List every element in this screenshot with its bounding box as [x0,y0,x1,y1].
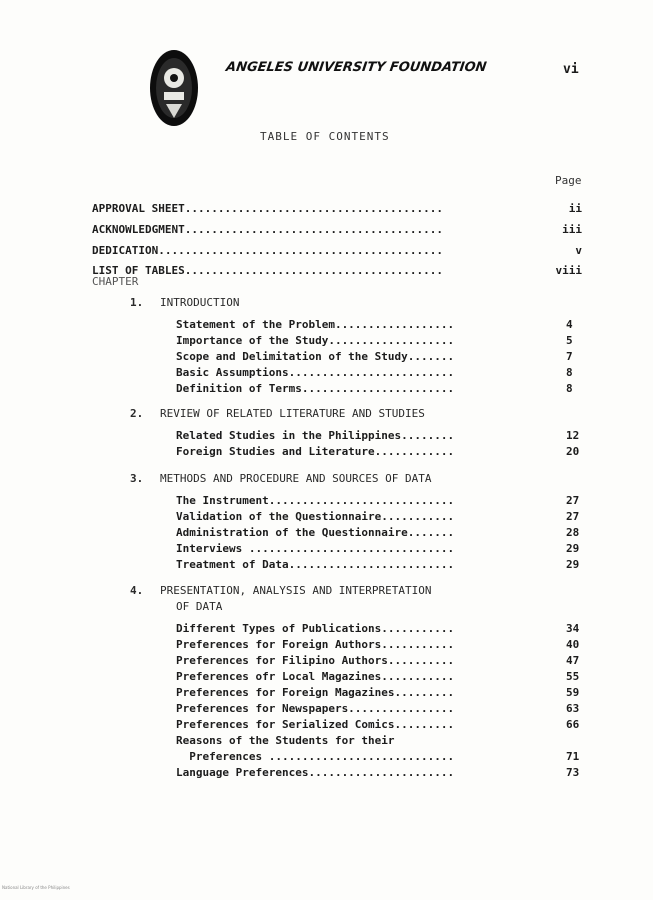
toc-entry [176,670,586,683]
toc-entry-page: 8 [566,382,573,395]
toc-entry-page: v [575,244,582,257]
toc-entry-label: Preferences for Foreign Magazines......... [176,686,455,699]
chapter-label: CHAPTER [92,275,139,288]
chapter-number: 2. [130,407,144,420]
toc-entry-label: Preferences ofr Local Magazines........... [176,670,455,683]
toc-entry-page: ii [568,202,582,215]
toc-entry [176,654,586,667]
foundation-name: ANGELES UNIVERSITY FOUNDATION [224,60,488,75]
toc-entry-label: Administration of the Questionnaire....... [176,526,455,539]
toc-entry [176,510,586,523]
toc-entry-page: 27 [566,510,580,523]
toc-entry-page: 63 [566,702,580,715]
toc-entry-label: ACKNOWLEDGMENT....................................... [92,223,443,236]
chapter-title: REVIEW OF RELATED LITERATURE AND STUDIES [160,407,425,420]
toc-entry-label: DEDICATION........................................... [92,244,443,257]
toc-entry-page: 5 [566,334,573,347]
toc-entry [92,202,582,215]
toc-entry [176,494,586,507]
toc-entry [176,350,586,363]
toc-entry-page: 29 [566,542,580,555]
toc-entry-label: Preferences for Serialized Comics......... [176,718,455,731]
toc-entry-label: Scope and Delimitation of the Study....... [176,350,455,363]
toc-entry [176,526,586,539]
chapter-number: 1. [130,296,144,309]
toc-entry [176,702,586,715]
chapter-heading [130,296,239,309]
toc-entry-page: 8 [566,366,573,379]
chapter-heading [130,584,432,597]
toc-entry-page: 27 [566,494,580,507]
chapter-title: INTRODUCTION [160,296,240,309]
chapter-title-continued: OF DATA [176,600,223,613]
toc-entry-page: 59 [566,686,580,699]
toc-entry [176,638,586,651]
toc-entry-page: 71 [566,750,580,763]
toc-entry-label: Related Studies in the Philippines........ [176,429,455,442]
chapter-heading [130,472,432,485]
chapter-title: METHODS AND PROCEDURE AND SOURCES OF DATA [160,472,432,485]
toc-entry [176,334,586,347]
toc-entry [176,766,586,779]
chapter-title: PRESENTATION, ANALYSIS AND INTERPRETATION [160,584,432,597]
toc-entry-label: Preferences ............................ [176,750,455,763]
toc-entry-label: Different Types of Publications........... [176,622,455,635]
toc-entry-page: iii [562,223,582,236]
toc-entry-page: 28 [566,526,580,539]
page-column-label: Page [555,174,582,187]
toc-entry-page: 73 [566,766,580,779]
toc-entry [92,223,582,236]
toc-entry-label: APPROVAL SHEET....................................... [92,202,443,215]
page-title: TABLE OF CONTENTS [260,130,390,143]
toc-entry-page: 66 [566,718,580,731]
toc-entry [176,318,586,331]
toc-entry [176,734,586,747]
footer-note: National Library of the Philippines [2,885,70,890]
toc-entry-page: 29 [566,558,580,571]
toc-entry-label: Preferences for Foreign Authors........... [176,638,455,651]
toc-entry-page: 4 [566,318,573,331]
toc-entry [92,244,582,257]
chapter-number: 4. [130,584,144,597]
toc-entry-label: Validation of the Questionnaire........... [176,510,455,523]
toc-entry [176,718,586,731]
toc-entry [176,558,586,571]
toc-entry-label: Definition of Terms....................... [176,382,455,395]
toc-entry-page: 47 [566,654,580,667]
chapter-number: 3. [130,472,144,485]
toc-entry-page: 40 [566,638,580,651]
toc-entry-page: 12 [566,429,580,442]
toc-entry [176,366,586,379]
toc-entry-label: LIST OF TABLES....................................... [92,264,443,277]
toc-entry-label: The Instrument............................ [176,494,455,507]
toc-entry-label: Interviews ............................... [176,542,455,555]
toc-entry-page: 34 [566,622,580,635]
toc-entry-label: Foreign Studies and Literature............ [176,445,455,458]
toc-entry [176,750,586,763]
toc-entry-page: 20 [566,445,580,458]
toc-entry [92,264,582,277]
toc-entry-label: Reasons of the Students for their [176,734,395,747]
toc-entry-label: Language Preferences...................... [176,766,455,779]
toc-entry-page: 7 [566,350,573,363]
toc-entry-label: Importance of the Study................... [176,334,455,347]
toc-entry [176,542,586,555]
page-number: vi [563,62,579,77]
toc-entry [176,382,586,395]
toc-entry [176,429,586,442]
toc-entry-label: Treatment of Data......................... [176,558,455,571]
toc-entry [176,686,586,699]
toc-entry-label: Basic Assumptions......................... [176,366,455,379]
toc-entry-label: Preferences for Newspapers................ [176,702,455,715]
toc-entry-label: Statement of the Problem.................. [176,318,455,331]
toc-entry [176,622,586,635]
university-seal-icon [148,48,200,132]
toc-entry-label: Preferences for Filipino Authors.......... [176,654,455,667]
toc-entry-page: viii [555,264,582,277]
toc-entry-page: 55 [566,670,580,683]
toc-entry [176,445,586,458]
chapter-heading [130,407,425,420]
